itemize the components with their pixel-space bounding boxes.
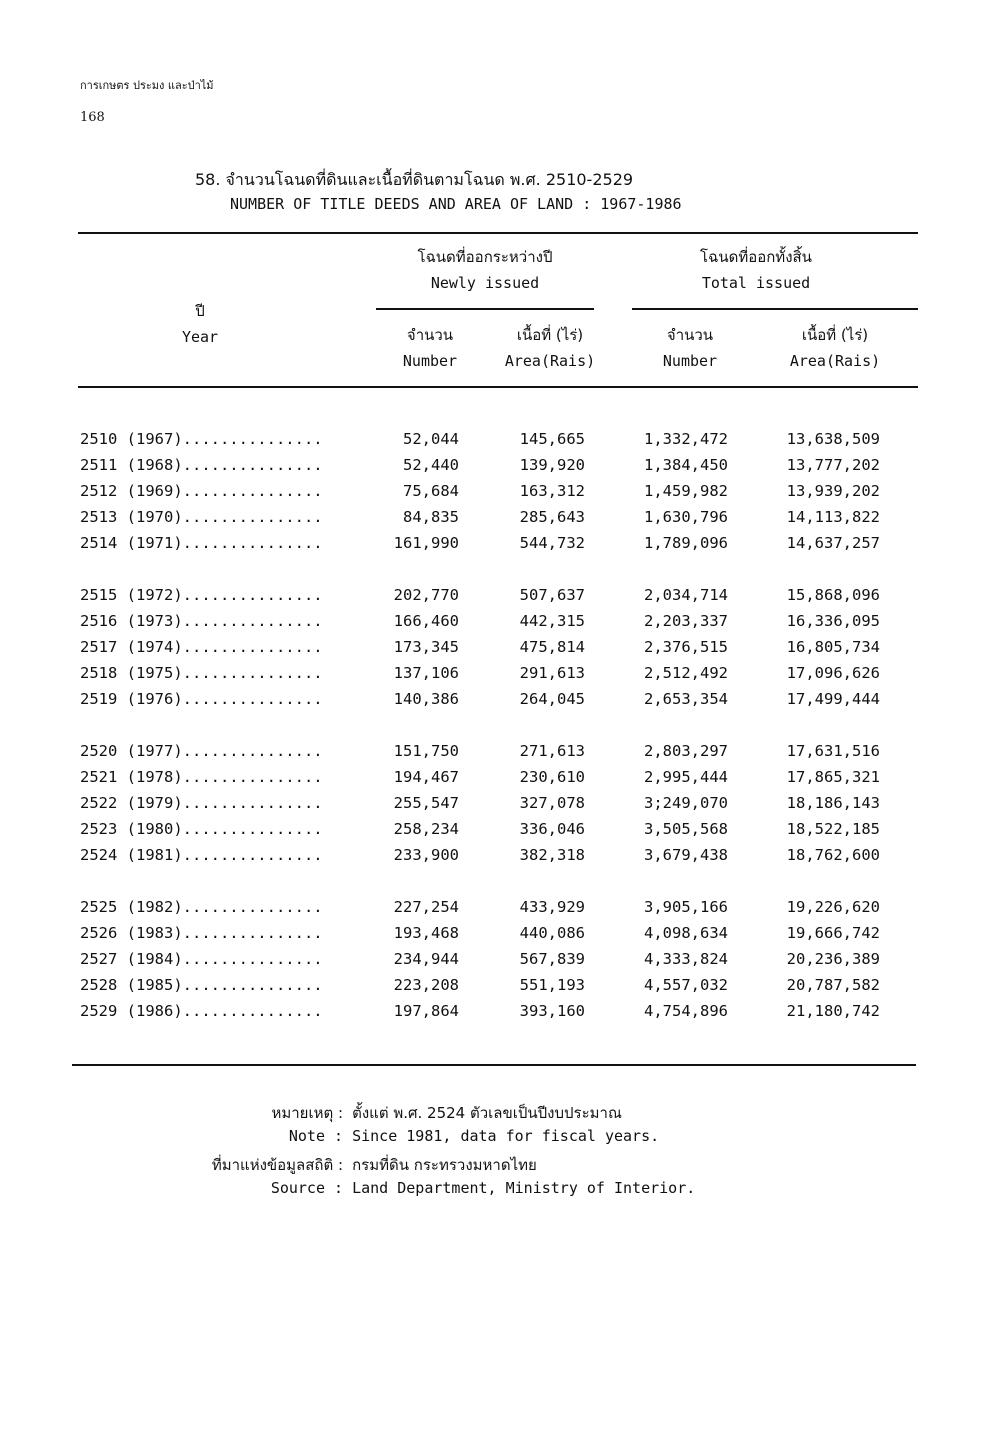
- cell-year: 2512 (1969)...............: [80, 482, 323, 500]
- cell-total-area: 21,180,742: [786, 1002, 880, 1020]
- cell-total-number: 3;249,070: [644, 794, 728, 812]
- cell-new-number: 193,468: [393, 924, 459, 942]
- cell-new-area: 264,045: [519, 690, 585, 708]
- cell-total-number: 2,376,515: [644, 638, 728, 656]
- source-english-text: Land Department, Ministry of Interior.: [352, 1179, 696, 1197]
- cell-total-number: 3,505,568: [644, 820, 728, 838]
- cell-total-number: 2,034,714: [644, 586, 728, 604]
- cell-year: 2510 (1967)...............: [80, 430, 323, 448]
- table-top-rule: [78, 232, 918, 234]
- source-thai-text: กรมที่ดิน กระทรวงมหาดไทย: [352, 1156, 537, 1174]
- cell-year: 2527 (1984)...............: [80, 950, 323, 968]
- cell-total-area: 14,637,257: [786, 534, 880, 552]
- table-row: [80, 456, 910, 482]
- cell-new-area: 327,078: [519, 794, 585, 812]
- cell-total-area: 17,631,516: [786, 742, 880, 760]
- note-thai-text: ตั้งแต่ พ.ศ. 2524 ตัวเลขเป็นปีงบประมาณ: [352, 1104, 622, 1122]
- table-row: [80, 976, 910, 1002]
- newly-issued-header-thai: โฉนดที่ออกระหว่างปี: [417, 248, 553, 266]
- cell-new-number: 137,106: [393, 664, 459, 682]
- newly-issued-underline: [376, 308, 594, 310]
- new-area-header-english: Area(Rais): [504, 352, 596, 370]
- cell-total-area: 14,113,822: [786, 508, 880, 526]
- cell-new-area: 567,839: [519, 950, 585, 968]
- cell-new-area: 544,732: [519, 534, 585, 552]
- cell-year: 2526 (1983)...............: [80, 924, 323, 942]
- table-row: [80, 768, 910, 794]
- cell-new-area: 291,613: [519, 664, 585, 682]
- cell-total-area: 17,865,321: [786, 768, 880, 786]
- cell-total-area: 13,638,509: [786, 430, 880, 448]
- cell-total-area: 19,666,742: [786, 924, 880, 942]
- total-issued-header-thai: โฉนดที่ออกทั้งสิ้น: [700, 248, 812, 266]
- total-number-header: [640, 322, 740, 374]
- cell-year: 2525 (1982)...............: [80, 898, 323, 916]
- cell-new-number: 223,208: [393, 976, 459, 994]
- total-area-header: [775, 322, 895, 374]
- cell-total-area: 20,236,389: [786, 950, 880, 968]
- cell-year: 2520 (1977)...............: [80, 742, 323, 760]
- cell-total-area: 16,805,734: [786, 638, 880, 656]
- cell-new-number: 202,770: [393, 586, 459, 604]
- cell-new-number: 255,547: [393, 794, 459, 812]
- cell-year: 2521 (1978)...............: [80, 768, 323, 786]
- total-issued-underline: [632, 308, 918, 310]
- cell-total-number: 2,995,444: [644, 768, 728, 786]
- cell-new-area: 551,193: [519, 976, 585, 994]
- source-english-label: Source :: [270, 1179, 344, 1197]
- table-row: [80, 820, 910, 846]
- cell-new-area: 271,613: [519, 742, 585, 760]
- cell-new-number: 140,386: [393, 690, 459, 708]
- table-row: [80, 430, 910, 456]
- new-area-header: [490, 322, 610, 374]
- total-issued-header: [636, 244, 876, 296]
- cell-total-number: 1,630,796: [644, 508, 728, 526]
- total-issued-header-english: Total issued: [701, 274, 811, 292]
- cell-total-area: 13,939,202: [786, 482, 880, 500]
- newly-issued-header: [380, 244, 590, 296]
- table-row: [80, 794, 910, 820]
- cell-new-number: 151,750: [393, 742, 459, 760]
- total-number-header-thai: จำนวน: [666, 326, 714, 344]
- cell-total-number: 1,459,982: [644, 482, 728, 500]
- cell-new-number: 258,234: [393, 820, 459, 838]
- cell-new-number: 234,944: [393, 950, 459, 968]
- cell-new-number: 227,254: [393, 898, 459, 916]
- cell-new-area: 163,312: [519, 482, 585, 500]
- cell-year: 2524 (1981)...............: [80, 846, 323, 864]
- cell-total-area: 19,226,620: [786, 898, 880, 916]
- cell-total-area: 13,777,202: [786, 456, 880, 474]
- cell-year: 2511 (1968)...............: [80, 456, 323, 474]
- cell-new-area: 230,610: [519, 768, 585, 786]
- cell-new-area: 285,643: [519, 508, 585, 526]
- table-row: [80, 898, 910, 924]
- cell-new-number: 197,864: [393, 1002, 459, 1020]
- cell-total-area: 17,499,444: [786, 690, 880, 708]
- page-number: 168: [80, 110, 105, 125]
- note-english-text: Since 1981, data for fiscal years.: [352, 1127, 660, 1145]
- cell-total-number: 4,098,634: [644, 924, 728, 942]
- cell-new-area: 442,315: [519, 612, 585, 630]
- cell-total-number: 2,653,354: [644, 690, 728, 708]
- year-header-thai: ปี: [195, 302, 205, 320]
- source-english: [80, 1161, 695, 1197]
- year-header-english: Year: [181, 328, 219, 346]
- cell-year: 2528 (1985)...............: [80, 976, 323, 994]
- table-row: [80, 508, 910, 534]
- cell-total-number: 3,679,438: [644, 846, 728, 864]
- cell-total-number: 1,384,450: [644, 456, 728, 474]
- cell-total-area: 20,787,582: [786, 976, 880, 994]
- cell-new-area: 433,929: [519, 898, 585, 916]
- cell-year: 2514 (1971)...............: [80, 534, 323, 552]
- year-header: [120, 298, 280, 350]
- table-bottom-rule: [72, 1064, 916, 1066]
- cell-total-number: 4,754,896: [644, 1002, 728, 1020]
- cell-total-area: 18,186,143: [786, 794, 880, 812]
- cell-total-area: 18,762,600: [786, 846, 880, 864]
- table-row: [80, 534, 910, 560]
- cell-total-area: 16,336,095: [786, 612, 880, 630]
- cell-total-area: 17,096,626: [786, 664, 880, 682]
- cell-total-number: 4,557,032: [644, 976, 728, 994]
- cell-new-number: 84,835: [403, 508, 459, 526]
- note-thai-label: หมายเหตุ :: [271, 1104, 344, 1122]
- cell-total-area: 15,868,096: [786, 586, 880, 604]
- cell-new-number: 52,440: [403, 456, 459, 474]
- cell-new-number: 75,684: [403, 482, 459, 500]
- table-row: [80, 664, 910, 690]
- cell-year: 2517 (1974)...............: [80, 638, 323, 656]
- cell-new-number: 233,900: [393, 846, 459, 864]
- cell-new-number: 194,467: [393, 768, 459, 786]
- table-row: [80, 482, 910, 508]
- cell-total-number: 2,803,297: [644, 742, 728, 760]
- source-thai-label: ที่มาแห่งข้อมูลสถิติ :: [211, 1156, 344, 1174]
- table-title-thai: 58. จำนวนโฉนดที่ดินและเนื้อที่ดินตามโฉนด พ.ศ. 2510-2529: [195, 170, 634, 189]
- running-header: การเกษตร ประมง และป่าไม้: [80, 79, 214, 92]
- total-area-header-thai: เนื้อที่ (ไร่): [801, 326, 869, 344]
- cell-new-area: 440,086: [519, 924, 585, 942]
- cell-total-number: 2,203,337: [644, 612, 728, 630]
- total-area-header-english: Area(Rais): [789, 352, 881, 370]
- cell-total-number: 4,333,824: [644, 950, 728, 968]
- cell-year: 2515 (1972)...............: [80, 586, 323, 604]
- table-row: [80, 690, 910, 716]
- cell-new-area: 393,160: [519, 1002, 585, 1020]
- cell-total-area: 18,522,185: [786, 820, 880, 838]
- cell-year: 2513 (1970)...............: [80, 508, 323, 526]
- cell-new-number: 52,044: [403, 430, 459, 448]
- table-row: [80, 924, 910, 950]
- table-row: [80, 1002, 910, 1028]
- cell-new-area: 145,665: [519, 430, 585, 448]
- cell-total-number: 1,332,472: [644, 430, 728, 448]
- table-row: [80, 950, 910, 976]
- cell-new-area: 507,637: [519, 586, 585, 604]
- new-number-header-english: Number: [402, 352, 458, 370]
- header-bottom-rule: [78, 386, 918, 388]
- cell-total-number: 2,512,492: [644, 664, 728, 682]
- cell-new-area: 382,318: [519, 846, 585, 864]
- table-row: [80, 846, 910, 872]
- cell-new-area: 475,814: [519, 638, 585, 656]
- table-title-english: NUMBER OF TITLE DEEDS AND AREA OF LAND : 1967-1986: [230, 195, 682, 213]
- newly-issued-header-english: Newly issued: [430, 274, 540, 292]
- new-number-header-thai: จำนวน: [406, 326, 454, 344]
- cell-year: 2529 (1986)...............: [80, 1002, 323, 1020]
- new-area-header-thai: เนื้อที่ (ไร่): [516, 326, 584, 344]
- total-number-header-english: Number: [662, 352, 718, 370]
- table-row: [80, 586, 910, 612]
- cell-total-number: 3,905,166: [644, 898, 728, 916]
- cell-year: 2518 (1975)...............: [80, 664, 323, 682]
- cell-new-number: 161,990: [393, 534, 459, 552]
- table-row: [80, 638, 910, 664]
- new-number-header: [380, 322, 480, 374]
- cell-year: 2522 (1979)...............: [80, 794, 323, 812]
- note-english-label: Note :: [288, 1127, 344, 1145]
- cell-total-number: 1,789,096: [644, 534, 728, 552]
- cell-new-area: 336,046: [519, 820, 585, 838]
- cell-new-number: 173,345: [393, 638, 459, 656]
- cell-year: 2523 (1980)...............: [80, 820, 323, 838]
- table-row: [80, 612, 910, 638]
- table-row: [80, 742, 910, 768]
- cell-year: 2519 (1976)...............: [80, 690, 323, 708]
- cell-year: 2516 (1973)...............: [80, 612, 323, 630]
- cell-new-area: 139,920: [519, 456, 585, 474]
- cell-new-number: 166,460: [393, 612, 459, 630]
